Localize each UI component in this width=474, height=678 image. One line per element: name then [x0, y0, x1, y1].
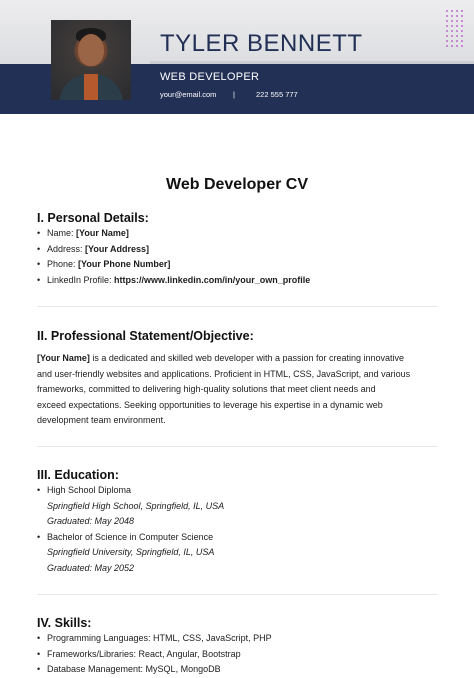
graduation-line: Graduated: May 2048: [47, 516, 135, 526]
list-item: • Address: [Your Address]: [37, 242, 310, 258]
section-divider: [37, 594, 437, 595]
education-list: [37, 483, 224, 576]
contact-phone: 222 555 777: [256, 90, 298, 99]
statement-paragraph: [Your Name] is a dedicated and skilled web developer with a passion for creating innovative and user-friendly websites and applications. Proficient in HTML, CSS, JavaScript, and various frameworks, committed to delivering high-quality solutions that meet client needs and exceed expectations. Seeking opportunities to leverage his expertise in a dynamic web development team environment.: [37, 353, 411, 425]
list-item: • Frameworks/Libraries: React, Angular, Bootstrap: [37, 647, 272, 663]
list-item: • LinkedIn Profile: https://www.linkedin.com/in/your_own_profile: [37, 273, 310, 289]
contact-email[interactable]: your@email.com: [160, 90, 217, 99]
candidate-role: WEB DEVELOPER: [160, 71, 260, 83]
list-item: • Bachelor of Science in Computer Science: [37, 530, 224, 546]
list-item: • Name: [Your Name]: [37, 226, 310, 242]
document-title: Web Developer CV: [166, 176, 308, 193]
statement-heading: II. Professional Statement/Objective:: [37, 329, 254, 343]
graduation-line: Graduated: May 2052: [47, 562, 135, 573]
section-divider: [37, 446, 437, 447]
school-line: Springfield High School, Springfield, IL, USA: [47, 500, 225, 511]
linkedin-link[interactable]: https://www.linkedin.com/in/your_own_profile: [114, 274, 311, 285]
school-line: Springfield University, Springfield, IL, USA: [47, 547, 215, 557]
candidate-name: TYLER BENNETT: [160, 30, 363, 57]
list-item: • Database Management: MySQL, MongoDB: [37, 662, 272, 678]
skills-heading: IV. Skills:: [37, 616, 92, 630]
list-item: • High School Diploma: [37, 483, 224, 499]
personal-details-list: [37, 226, 310, 288]
personal-details-heading: I. Personal Details:: [37, 211, 149, 225]
list-item: • Phone: [Your Phone Number]: [37, 257, 310, 273]
profile-photo: [51, 20, 131, 100]
section-divider: [37, 306, 437, 307]
education-heading: III. Education:: [37, 468, 119, 482]
decorative-dot-grid: [446, 10, 466, 50]
contact-separator: |: [233, 90, 235, 99]
list-item: • Programming Languages: HTML, CSS, JavaScript, PHP: [37, 631, 272, 647]
